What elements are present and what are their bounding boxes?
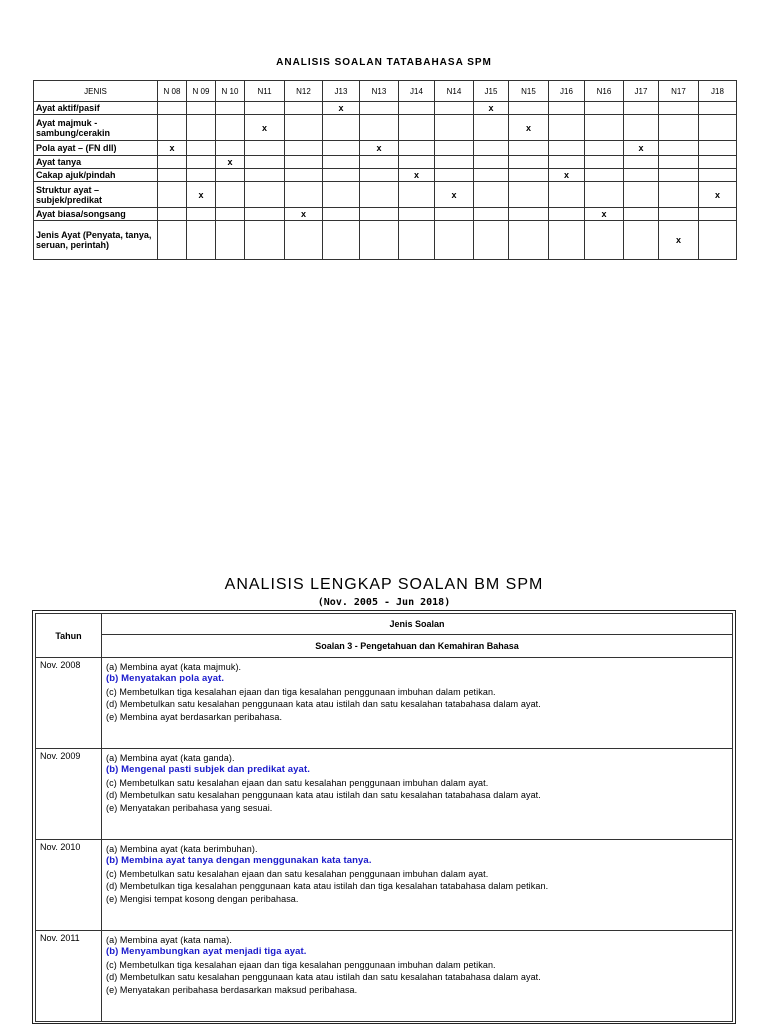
mark-cell	[245, 221, 285, 260]
mark-cell: x	[187, 182, 216, 208]
table-row	[34, 208, 737, 221]
table-row	[34, 102, 737, 115]
mark-cell	[624, 221, 659, 260]
mark-cell	[245, 208, 285, 221]
mark-cell	[624, 208, 659, 221]
table-header-row	[36, 635, 733, 658]
mark-cell	[585, 102, 624, 115]
question-item: (c) Membetulkan tiga kesalahan ejaan dan tiga kesalahan penggunaan imbuhan dalam petikan.	[106, 686, 496, 697]
mark-cell	[659, 156, 699, 169]
mark-cell	[360, 182, 399, 208]
mark-cell	[435, 141, 474, 156]
mark-cell	[216, 141, 245, 156]
question-item: (a) Membina ayat (kata berimbuhan).	[106, 844, 258, 854]
mark-cell	[285, 156, 323, 169]
question-item: (e) Membina ayat berdasarkan peribahasa.	[106, 711, 283, 722]
row-label: Ayat aktif/pasif	[34, 102, 158, 115]
mark-cell	[187, 156, 216, 169]
mark-cell	[509, 169, 549, 182]
mark-cell	[659, 115, 699, 141]
mark-cell	[435, 169, 474, 182]
mark-cell	[474, 115, 509, 141]
mark-cell	[360, 115, 399, 141]
question-item: (e) Menyatakan peribahasa yang sesuai.	[106, 802, 273, 813]
full-analysis-title: ANALISIS LENGKAP SOALAN BM SPM	[224, 576, 544, 593]
column-header: J17	[624, 81, 659, 102]
mark-cell	[624, 102, 659, 115]
column-header: J14	[399, 81, 435, 102]
mark-cell	[399, 182, 435, 208]
mark-cell	[187, 169, 216, 182]
mark-cell	[245, 102, 285, 115]
question-item: (e) Mengisi tempat kosong dengan peribahasa.	[106, 893, 299, 904]
mark-cell	[323, 141, 360, 156]
mark-cell: x	[158, 141, 187, 156]
mark-cell	[323, 182, 360, 208]
mark-cell	[699, 141, 737, 156]
mark-cell	[435, 221, 474, 260]
mark-cell	[285, 115, 323, 141]
question-item: (a) Membina ayat (kata majmuk).	[106, 662, 242, 672]
question-item: (d) Membetulkan tiga kesalahan penggunaan kata atau istilah dan tiga kesalahan tatabahasa dalam petikan.	[106, 881, 549, 892]
question-items-cell	[102, 658, 733, 749]
mark-cell	[509, 221, 549, 260]
row-label: Struktur ayat – subjek/predikat	[34, 182, 158, 208]
header-jenis-soalan: Jenis Soalan	[102, 614, 733, 635]
mark-cell	[360, 169, 399, 182]
mark-cell	[158, 182, 187, 208]
question-items-cell	[102, 749, 733, 840]
mark-cell	[187, 208, 216, 221]
table-header-row	[34, 81, 737, 102]
mark-cell	[509, 182, 549, 208]
mark-cell: x	[360, 141, 399, 156]
table-row	[34, 141, 737, 156]
mark-cell	[323, 221, 360, 260]
mark-cell	[699, 208, 737, 221]
mark-cell	[158, 221, 187, 260]
year-cell: Nov. 2009	[36, 749, 102, 840]
mark-cell	[399, 156, 435, 169]
mark-cell: x	[474, 102, 509, 115]
mark-cell	[245, 169, 285, 182]
mark-cell: x	[659, 221, 699, 260]
question-items-cell	[102, 840, 733, 931]
mark-cell	[285, 141, 323, 156]
table-row	[34, 115, 737, 141]
table-row	[34, 169, 737, 182]
mark-cell	[699, 115, 737, 141]
mark-cell	[216, 221, 245, 260]
mark-cell	[399, 115, 435, 141]
mark-cell	[245, 156, 285, 169]
mark-cell	[474, 221, 509, 260]
mark-cell	[435, 102, 474, 115]
mark-cell	[285, 102, 323, 115]
column-header: N 09	[187, 81, 216, 102]
mark-cell	[216, 115, 245, 141]
mark-cell	[699, 169, 737, 182]
mark-cell	[285, 169, 323, 182]
mark-cell	[509, 102, 549, 115]
mark-cell	[549, 156, 585, 169]
mark-cell	[216, 169, 245, 182]
column-header: N 10	[216, 81, 245, 102]
column-header: J18	[699, 81, 737, 102]
mark-cell	[585, 221, 624, 260]
question-items-cell	[102, 931, 733, 1022]
mark-cell	[624, 182, 659, 208]
mark-cell	[158, 156, 187, 169]
mark-cell	[360, 102, 399, 115]
mark-cell	[549, 208, 585, 221]
mark-cell	[474, 169, 509, 182]
question-item: (d) Membetulkan satu kesalahan penggunaan kata atau istilah dan satu kesalahan tatabahasa dalam ayat.	[106, 790, 541, 801]
mark-cell	[659, 182, 699, 208]
mark-cell: x	[509, 115, 549, 141]
mark-cell	[549, 141, 585, 156]
year-cell: Nov. 2008	[36, 658, 102, 749]
column-header: J16	[549, 81, 585, 102]
mark-cell	[509, 156, 549, 169]
column-header: N15	[509, 81, 549, 102]
mark-cell	[360, 156, 399, 169]
mark-cell	[399, 102, 435, 115]
table-row	[34, 221, 737, 260]
table-row	[36, 749, 733, 840]
mark-cell	[659, 102, 699, 115]
mark-cell	[435, 156, 474, 169]
mark-cell: x	[624, 141, 659, 156]
mark-cell	[549, 182, 585, 208]
mark-cell	[699, 221, 737, 260]
mark-cell	[549, 221, 585, 260]
mark-cell	[285, 182, 323, 208]
question-item: (a) Membina ayat (kata ganda).	[106, 753, 235, 763]
mark-cell	[474, 182, 509, 208]
mark-cell	[624, 169, 659, 182]
mark-cell	[187, 221, 216, 260]
highlighted-question-item: (b) Menyatakan pola ayat.	[106, 673, 225, 685]
row-label: Ayat majmuk -sambung/cerakin	[34, 115, 158, 141]
mark-cell	[659, 141, 699, 156]
mark-cell	[216, 208, 245, 221]
mark-cell	[659, 208, 699, 221]
row-label: Jenis Ayat (Penyata, tanya, seruan, perintah)	[34, 221, 158, 260]
mark-cell	[659, 169, 699, 182]
mark-cell: x	[435, 182, 474, 208]
mark-cell	[158, 102, 187, 115]
header-tahun: Tahun	[36, 614, 102, 658]
mark-cell	[624, 156, 659, 169]
full-analysis-table	[35, 613, 733, 1022]
mark-cell	[624, 115, 659, 141]
mark-cell	[474, 156, 509, 169]
mark-cell	[399, 208, 435, 221]
column-header: J13	[323, 81, 360, 102]
column-header: N14	[435, 81, 474, 102]
row-label: Ayat biasa/songsang	[34, 208, 158, 221]
year-cell: Nov. 2011	[36, 931, 102, 1022]
mark-cell	[549, 115, 585, 141]
mark-cell	[585, 141, 624, 156]
row-label: Cakap ajuk/pindah	[34, 169, 158, 182]
column-header: N12	[285, 81, 323, 102]
mark-cell	[285, 221, 323, 260]
mark-cell: x	[323, 102, 360, 115]
question-item: (d) Membetulkan satu kesalahan penggunaan kata atau istilah dan satu kesalahan tatabahasa dalam ayat.	[106, 699, 541, 710]
mark-cell	[187, 102, 216, 115]
mark-cell	[360, 208, 399, 221]
column-header: N13	[360, 81, 399, 102]
table-header-row	[36, 614, 733, 635]
table-row	[34, 182, 737, 208]
year-cell: Nov. 2010	[36, 840, 102, 931]
mark-cell	[399, 141, 435, 156]
mark-cell	[323, 208, 360, 221]
mark-cell	[509, 208, 549, 221]
column-header: N17	[659, 81, 699, 102]
mark-cell	[699, 102, 737, 115]
mark-cell	[509, 141, 549, 156]
mark-cell	[245, 141, 285, 156]
mark-cell	[549, 102, 585, 115]
question-item: (a) Membina ayat (kata nama).	[106, 935, 232, 945]
question-item: (e) Menyatakan peribahasa berdasarkan maksud peribahasa.	[106, 984, 358, 995]
question-item: (c) Membetulkan tiga kesalahan ejaan dan tiga kesalahan penggunaan imbuhan dalam petikan.	[106, 959, 496, 970]
mark-cell	[216, 182, 245, 208]
mark-cell	[474, 141, 509, 156]
highlighted-question-item: (b) Mengenal pasti subjek dan predikat ayat.	[106, 764, 310, 776]
table-row	[36, 931, 733, 1022]
mark-cell: x	[399, 169, 435, 182]
mark-cell	[699, 156, 737, 169]
mark-cell	[216, 102, 245, 115]
mark-cell	[158, 208, 187, 221]
mark-cell: x	[549, 169, 585, 182]
mark-cell	[585, 182, 624, 208]
mark-cell	[187, 115, 216, 141]
column-header: N16	[585, 81, 624, 102]
table-row	[36, 658, 733, 749]
column-header: N11	[245, 81, 285, 102]
mark-cell	[323, 156, 360, 169]
full-analysis-subtitle: (Nov. 2005 - Jun 2018)	[317, 597, 451, 608]
mark-cell	[435, 115, 474, 141]
mark-cell	[187, 141, 216, 156]
row-label: Ayat tanya	[34, 156, 158, 169]
mark-cell	[323, 115, 360, 141]
mark-cell: x	[585, 208, 624, 221]
highlighted-question-item: (b) Menyambungkan ayat menjadi tiga ayat.	[106, 946, 307, 958]
mark-cell	[585, 169, 624, 182]
grammar-analysis-table	[33, 80, 737, 260]
column-header: N 08	[158, 81, 187, 102]
table-row	[34, 156, 737, 169]
mark-cell	[158, 115, 187, 141]
column-header: J15	[474, 81, 509, 102]
mark-cell	[323, 169, 360, 182]
mark-cell	[245, 182, 285, 208]
mark-cell	[585, 156, 624, 169]
highlighted-question-item: (b) Membina ayat tanya dengan menggunakan kata tanya.	[106, 855, 372, 867]
mark-cell	[585, 115, 624, 141]
mark-cell	[474, 208, 509, 221]
header-soalan-3: Soalan 3 - Pengetahuan dan Kemahiran Bahasa	[102, 635, 733, 658]
table-row	[36, 840, 733, 931]
question-item: (c) Membetulkan satu kesalahan ejaan dan satu kesalahan penggunaan imbuhan dalam ayat.	[106, 868, 489, 879]
grammar-analysis-title: ANALISIS SOALAN TATABAHASA SPM	[276, 57, 492, 68]
mark-cell: x	[285, 208, 323, 221]
mark-cell	[399, 221, 435, 260]
question-item: (d) Membetulkan satu kesalahan penggunaan kata atau istilah dan satu kesalahan tatabahasa dalam ayat.	[106, 972, 541, 983]
mark-cell: x	[245, 115, 285, 141]
mark-cell	[158, 169, 187, 182]
mark-cell	[435, 208, 474, 221]
row-label: Pola ayat – (FN dll)	[34, 141, 158, 156]
mark-cell: x	[699, 182, 737, 208]
question-item: (c) Membetulkan satu kesalahan ejaan dan satu kesalahan penggunaan imbuhan dalam ayat.	[106, 777, 489, 788]
mark-cell: x	[216, 156, 245, 169]
mark-cell	[360, 221, 399, 260]
header-jenis: JENIS	[34, 81, 158, 102]
